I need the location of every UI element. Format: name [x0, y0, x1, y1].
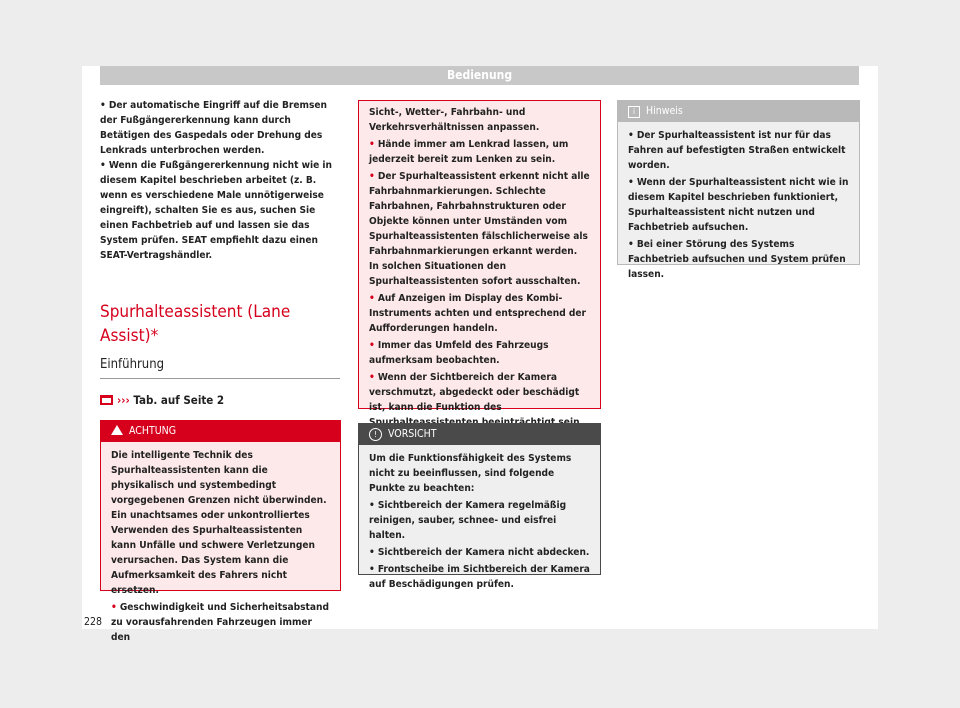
- book-icon: [100, 395, 113, 405]
- vorsicht-text: Um die Funktionsfähigkeit des Systems nicht zu beeinflussen, sind folgende Punkte zu beachten:: [369, 453, 572, 494]
- chevrons-icon: ›››: [117, 393, 130, 407]
- achtung-box-continued: [358, 100, 601, 413]
- vorsicht-box: [358, 423, 601, 590]
- reference-link[interactable]: ››› Tab. auf Seite 2: [100, 393, 224, 407]
- list-item: • Der Spurhalteassistent erkennt nicht alle Fahrbahnmarkierungen. Schlechte Fahrbahnen, Fahrbahnstrukturen oder Objekte können unter Umständen vom Spurhalteassistenten fälschlicherweise als Fahrbahnmarkierungen erkannt werden. In solchen Situationen den Spurhalteassistenten sofort ausschalten.: [369, 171, 590, 287]
- page-number: 228: [84, 616, 103, 628]
- list-item: • Frontscheibe im Sichtbereich der Kamera auf Beschädigungen prüfen.: [369, 564, 590, 590]
- list-item: • Bei einer Störung des Systems Fachbetrieb aufsuchen und System prüfen lassen.: [628, 239, 846, 280]
- left-bullets: [100, 98, 340, 263]
- info-icon: i: [628, 106, 640, 118]
- hinweis-box: [617, 100, 860, 280]
- list-item: • Sichtbereich der Kamera regelmäßig reinigen, sauber, schnee- und eisfrei halten.: [369, 500, 567, 541]
- list-item: • Auf Anzeigen im Display des Kombi-Instruments achten und entsprechend der Aufforderungen handeln.: [369, 293, 587, 334]
- section-title: Spurhalteassistent (Lane Assist)*: [100, 302, 291, 346]
- vorsicht-header: ! VORSICHT: [359, 424, 600, 445]
- list-item: • Der Spurhalteassistent ist nur für das Fahren auf befestigten Straßen entwickelt worden.: [628, 130, 846, 171]
- list-item: • Der automatische Eingriff auf die Bremsen der Fußgängererkennung kann durch Betätigen des Gaspedals oder Drehung des Lenkrads unterbrochen werden.: [100, 100, 328, 156]
- subsection-title: Einführung: [100, 357, 165, 372]
- warning-icon: [111, 425, 123, 435]
- divider: [100, 378, 340, 379]
- list-item: • Wenn der Spurhalteassistent nicht wie in diesem Kapitel beschrieben funktioniert, Spurhalteassistent nicht nutzen und Fachbetrieb aufsuchen.: [628, 177, 849, 233]
- list-item: • Hände immer am Lenkrad lassen, um jederzeit bereit zum Lenken zu sein.: [369, 139, 569, 165]
- exclamation-circle-icon: !: [369, 428, 382, 441]
- page-header: Bedienung: [100, 66, 859, 85]
- list-item: • Sichtbereich der Kamera nicht abdecken.: [369, 547, 590, 558]
- list-item: • Geschwindigkeit und Sicherheitsabstand zu vorausfahrenden Fahrzeugen immer den: [111, 602, 329, 643]
- list-item: • Immer das Umfeld des Fahrzeugs aufmerksam beobachten.: [369, 340, 549, 366]
- hinweis-header: i Hinweis: [618, 101, 859, 122]
- achtung-text: Sicht-, Wetter-, Fahrbahn- und Verkehrsverhältnissen anpassen.: [369, 107, 540, 133]
- list-item: • Wenn der Sichtbereich der Kamera verschmutzt, abgedeckt oder beschädigt ist, kann die Funktion des: [369, 372, 580, 413]
- list-item: • Wenn die Fußgängererkennung nicht wie in diesem Kapitel beschrieben arbeitet (z. B. wenn es verschiedene Male unnötigerweise eingreift), schalten Sie es aus, suchen Sie einen Fachbetrieb auf und lassen sie das System prüfen. SEAT empfiehlt dazu einen SEAT-Vertragshändler.: [100, 160, 333, 261]
- achtung-header: ACHTUNG: [101, 421, 340, 442]
- achtung-text: Die intelligente Technik des Spurhalteassistenten kann die physikalisch und systembedingt vorgegebenen Grenzen nicht überwinden. Ein unachtsames oder unkontrolliertes Verwenden des Spurhalteassistenten kann Unfälle und schwere Verletzungen verursachen. Das System kann die Aufmerksamkeit des Fahrers nicht ersetzen.: [111, 450, 327, 596]
- achtung-box: [100, 420, 341, 643]
